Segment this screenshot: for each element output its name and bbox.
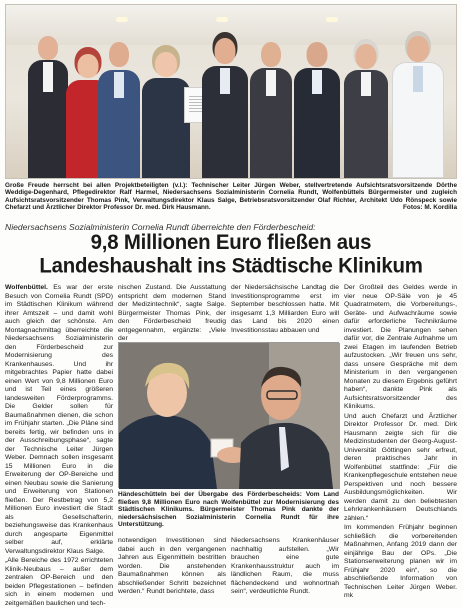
photo-credit: Fotos: M. Kordilla	[403, 204, 457, 212]
headline-line-2: Landeshaushalt ins Städtische Klinikum	[39, 254, 423, 278]
photo-ceiling-light	[216, 17, 228, 22]
group-photo	[5, 4, 457, 179]
article-column-4	[344, 284, 457, 599]
column-2-top-text: nischen Zustand. Die Ausstattung entspricht dem modernen Stand der Medizintechnik“, sagte Salge. Bürgermeister Thomas Pink, der den Förderbescheid freudig entgegennahm, ergänzte: „Viele der	[118, 284, 226, 342]
person-figure	[392, 30, 444, 178]
headline-line-1: 9,8 Millionen Euro fließen aus	[90, 231, 372, 254]
dateline: Wolfenbüttel.	[5, 284, 48, 291]
article-column-2-bottom	[118, 537, 226, 595]
column-3-top-text: der Niedersächsische Landtag die Investitionsprogramme erst im September beschlossen hatte. Mit insgesamt 1,3 Milliarden Euro will das Land bis 2020 einen Investitionsstau abbauen und	[231, 284, 339, 334]
article-headline	[5, 231, 457, 278]
article-column-3-bottom	[231, 537, 339, 595]
person-figure	[202, 32, 248, 178]
group-photo-caption-text: Große Freude herrscht bei allen Projektbeteiligten (v.l.): Technischer Leiter Jürgen Weber, stellvertretende Aufsichtsratsvorsitzende Dörthe Weddige-Degenhard, Pflegedirektor Ralf Harmel, Niedersachsens Sozialministerin Cornelia Rundt, Wolfenbüttels Bürgermeister und zugleich Aufsichtsratsvorsitzender Thomas Pink, Verwaltungsdirektor Klaus Salge, Betriebsratsvorsitzender Olaf Richter, Architekt Udo Rönspeck sowie Chefarzt und Ärztlicher Direktor Professor Dr. med. Dirk Hausmann.	[5, 182, 457, 212]
photo-ceiling-light	[326, 17, 338, 22]
group-photo-caption	[5, 182, 457, 212]
column-4-paragraph-3: Im kommenden Frühjahr beginnen schließlich die vorbereitenden Maßnahmen, Anfang 2019 dann der einjährige Bau der OPs. „Die Stationserweiterung planen wir im Frühjahr 2020 ein“, so die abschließende Information von Technischen Leiter Jürgen Weber. mk	[344, 524, 457, 599]
column-4-paragraph-1: Der Großteil des Geldes werde in vier neue OP-Säle von je 45 Quadratmetern, die Vorbereitungs-, Geräte- und Aufwachräume sowie dafür erforderliche Technikräume investiert. Die Planungen sehen dafür vor, die Zentrale Aufnahme um zwei Etagen im laufenden Betrieb aufzustocken. „Wir freuen uns sehr, dass unsere Gespräche mit dem Ministerium in den vergangenen Monaten zu diesem Ergebnis geführt haben“, dankte Pink als Aufsichtsratsvorsitzender des Klinikums.	[344, 284, 457, 410]
column-2-bottom-text: notwendigen Investitionen sind dabei auch in den vergangenen Jahren aus Eigenmitteln bestritten worden. Die anstehenden Baumaßnahmen können als abschließender Schritt bezeichnet werden.“ Rundt berichtete, dass	[118, 537, 226, 595]
person-figure	[294, 36, 340, 178]
column-1-paragraph-1: Es war der erste Besuch von Cornelia Rundt (SPD) im Städtischen Klinikum während ihrer Amtszeit – und damit wohl auch gleich der schönste. Am Montagnachmittag überreichte die Niedersachsens Sozialministerin den Förderbescheid zur Modernisierung des Krankenhauses. Und ihr mitgebrachtes Papier hatte dabei einen Wert von 9,8 Millionen Euro und ist Teil eines größeren landesweiten Förderprogramms. Die Gelder sollen für Baumaßnahmen dienen, die schon im Frühjahr starten. „Die Pläne sind bereits fertig, wir befinden uns in der Ausschreibungsphase“, sagte der Technische Leiter Jürgen Weber. Demnach sollen insgesamt 15 Millionen Euro in die Erweiterung der OP-Bereiche und einen Neubau sowie die Sanierung und Erweiterung von Stationen fließen. Der Restbetrag von 5,2 Millionen Euro investiert die Stadt als Gesellschafterin, beziehungsweise das Krankenhaus durch angesparte Eigenmittel selber auf, erklärte Verwaltungsdirektor Klaus Salge.	[5, 284, 114, 555]
column-1-paragraph-2: „Alle Bereiche des 1972 errichteten Klinik-Neubaus – außer dem zentralen OP-Bereich und den beiden Pflegestationen – befinden sich in einem modernen und zeitgemäßen baulichen und tech-	[5, 557, 113, 607]
article-column-3-top	[231, 284, 339, 340]
person-figure	[142, 46, 190, 178]
person-figure	[344, 38, 388, 178]
handshake-photo-caption: Händeschütteln bei der Übergabe des Förderbescheids: Vom Land fließen 9,8 Millionen Euro nach Wolfenbüttel zur Modernisierung des Städtischen Klinikums. Bürgermeister Thomas Pink dankte der niedersächsischen Sozialministerin Cornelia Rundt für ihre Unterstützung.	[118, 491, 339, 529]
person-figure	[28, 30, 68, 178]
person-figure	[98, 38, 140, 178]
handshake-illustration	[119, 343, 340, 489]
photo-ceiling-light	[116, 17, 128, 22]
column-3-bottom-text: Niedersachsens Krankenhäuser nachhaltig aufstellen. „Wir brauchen eine gute Krankenhausstruktur auch im ländlichen Raum, die muss flächendeckend und wohnortnah sein“, verdeutlichte Rundt.	[231, 537, 339, 595]
person-figure	[250, 36, 292, 178]
handshake-photo	[118, 342, 339, 488]
article-kicker: Niedersachsens Sozialministerin Cornelia Rundt überreichte den Förderbescheid:	[5, 222, 316, 232]
article-column-1	[5, 284, 114, 607]
column-4-paragraph-2: Und auch Chefarzt und Ärztlicher Direktor Professor Dr. med. Dirk Hausmann zeigte sich für die Medizinstudenten der Georg-August-Universität Göttingen sehr erfreut, deren praktisches Jahr in Wolfenbüttel stattfinde: „Für die Krankenpflegeschule entstehen neue Perspektiven und noch bessere Ausbildungsmöglichkeiten. Wir werden damit zu den beliebtesten Lehrkrankenhäusern Deutschlands zählen.“	[344, 412, 457, 522]
article-column-2-top	[118, 284, 226, 340]
